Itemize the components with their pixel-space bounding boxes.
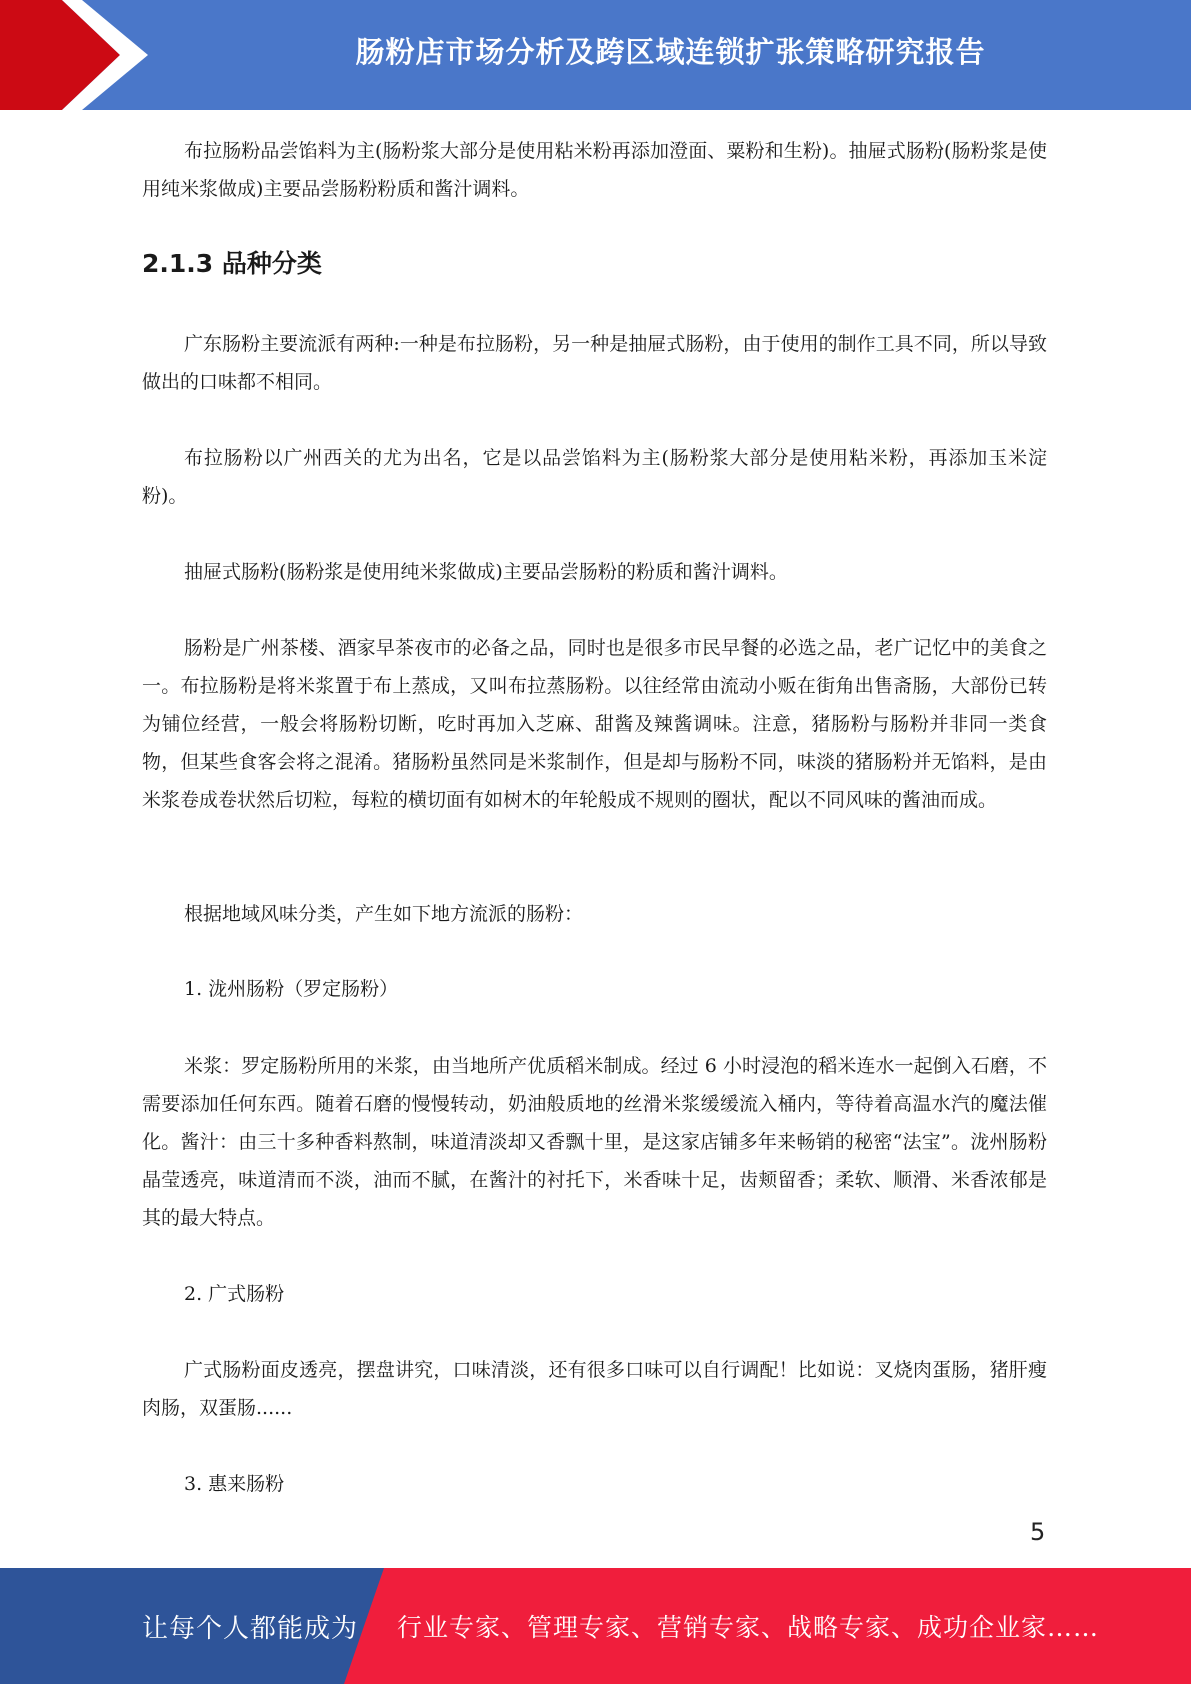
paragraph-1: 布拉肠粉品尝馅料为主(肠粉浆大部分是使用粘米粉再添加澄面、粟粉和生粉)。抽屉式肠粉(肠粉浆是使用纯米浆做成)主要品尝肠粉粉质和酱汁调料。 (142, 140, 1047, 200)
list-item-2: 2. 广式肠粉 (184, 1283, 285, 1305)
section-heading: 2.1.3 品种分类 (142, 249, 322, 278)
footer-slogan-left: 让每个人都能成为 (142, 1614, 359, 1644)
report-title: 肠粉店市场分析及跨区域连锁扩张策略研究报告 (355, 35, 986, 69)
page-number: 5 (1030, 1518, 1046, 1546)
list-item-3: 3. 惠来肠粉 (184, 1473, 285, 1495)
paragraph-6: 根据地域风味分类，产生如下地方流派的肠粉： (184, 903, 584, 925)
paragraph-4: 抽屉式肠粉(肠粉浆是使用纯米浆做成)主要品尝肠粉的粉质和酱汁调料。 (184, 561, 788, 583)
paragraph-8: 广式肠粉面皮透亮，摆盘讲究，口味清淡，还有很多口味可以自行调配！比如说：叉烧肉蛋肠，猪肝瘦肉肠，双蛋肠...... (142, 1359, 1047, 1419)
paragraph-7: 米浆：罗定肠粉所用的米浆，由当地所产优质稻米制成。经过 6 小时浸泡的稻米连水一起倒入石磨，不需要添加任何东西。随着石磨的慢慢转动，奶油般质地的丝滑米浆缓缓流入桶内，等待着高温水汽的魔法催化。酱汁：由三十多种香料熬制，味道清淡却又香飘十里，是这家店铺多年来畅销的秘密“法宝”。泷州肠粉晶莹透亮，味道清而不淡，油而不腻，在酱汁的衬托下，米香味十足，齿颊留香；柔软、顺滑、米香浓郁是其的最大特点。 (142, 1055, 1047, 1229)
list-item-1: 1. 泷州肠粉（罗定肠粉） (184, 978, 399, 1000)
paragraph-5: 肠粉是广州茶楼、酒家早茶夜市的必备之品，同时也是很多市民早餐的必选之品，老广记忆中的美食之一。布拉肠粉是将米浆置于布上蒸成，又叫布拉蒸肠粉。以往经常由流动小贩在街角出售斋肠，大部份已转为铺位经营，一般会将肠粉切断，吃时再加入芝麻、甜酱及辣酱调味。注意，猪肠粉与肠粉并非同一类食物，但某些食客会将之混淆。猪肠粉虽然同是米浆制作，但是却与肠粉不同，味淡的猪肠粉并无馅料，是由米浆卷成卷状然后切粒，每粒的横切面有如树木的年轮般成不规则的圈状，配以不同风味的酱油而成。 (142, 637, 1047, 811)
paragraph-2: 广东肠粉主要流派有两种:一种是布拉肠粉，另一种是抽屉式肠粉，由于使用的制作工具不同，所以导致做出的口味都不相同。 (142, 333, 1047, 393)
paragraph-3: 布拉肠粉以广州西关的尤为出名，它是以品尝馅料为主(肠粉浆大部分是使用粘米粉，再添加玉米淀粉)。 (142, 447, 1047, 507)
page-header (0, 0, 1191, 110)
page-footer (0, 1568, 1191, 1684)
footer-slogan-right: 行业专家、管理专家、营销专家、战略专家、成功企业家…… (397, 1613, 1100, 1642)
